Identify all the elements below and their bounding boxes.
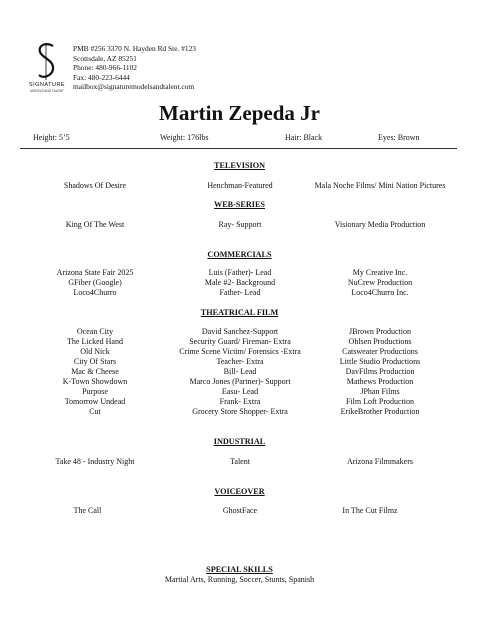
agency-contact	[73, 44, 196, 92]
credit-company: NuCrew Production	[347, 278, 413, 287]
contact-fax: Fax: 480-223-6444	[73, 72, 130, 82]
credit-company: Little Studio Productions	[339, 357, 421, 366]
signature-s-icon	[34, 42, 60, 82]
credit-company: In The Cut Filmz	[342, 506, 398, 515]
credit-role: David Sanchez-Support	[201, 327, 279, 336]
section-title-special-skills: SPECIAL SKILLS	[206, 565, 273, 574]
credit-project: Tomorrow Undead	[64, 397, 126, 406]
credit-project: King Of The West	[65, 220, 125, 229]
credit-company: Ohlsen Productions	[348, 337, 412, 346]
logo-subtitle: MODELS AND TALENT	[30, 89, 64, 93]
credit-company: DavFilms Production	[345, 367, 415, 376]
credit-project: K-Town Showdown	[62, 377, 128, 386]
section-title-voiceover: VOICEOVER	[214, 487, 265, 496]
credit-company: My Creative Inc.	[352, 268, 408, 277]
credit-project: The Licked Hand	[67, 337, 123, 346]
credit-project: Old Nick	[80, 347, 110, 356]
credit-company: JBrown Production	[349, 327, 411, 336]
credit-company: ErikeBrother Production	[340, 407, 420, 416]
credit-role: Easu- Lead	[221, 387, 259, 396]
credit-role: Henchman-Featured	[207, 181, 273, 190]
credit-role: Talent	[230, 457, 250, 466]
credit-role: GhostFace	[222, 506, 258, 515]
credit-project: City Of Stars	[73, 357, 117, 366]
credit-company: Arizona Filmmakers	[347, 457, 413, 466]
credit-company: Catsweater Productions	[342, 347, 418, 356]
credit-company: JPhan Films	[360, 387, 400, 396]
contact-email: mailbox@signaturemodelsandtalent.com	[73, 82, 195, 91]
actor-name: Martin Zepeda Jr	[159, 101, 320, 125]
credit-company: Loco4Churro Inc.	[351, 288, 409, 297]
stat-height: Height: 5’5	[33, 133, 70, 142]
credit-role: Male #2- Background	[204, 278, 276, 287]
credit-role: Crime Scene Victim/ Forensics -Extra	[179, 347, 301, 356]
credit-project: Shadows Of Desire	[63, 181, 127, 190]
section-title-webseries: WEB-SERIES	[214, 200, 265, 209]
section-title-commercials: COMMERCIALS	[207, 250, 272, 259]
stat-eyes: Eyes: Brown	[378, 133, 420, 142]
credit-project: Take 48 - Industry Night	[55, 457, 135, 466]
credit-company: Visionary Media Production	[334, 220, 426, 229]
credit-role: Father- Lead	[219, 288, 261, 297]
contact-phone: Phone: 480-966-1102	[73, 63, 137, 72]
credit-role: Marco Jones (Partner)- Support	[189, 377, 291, 386]
credit-role: Teacher- Extra	[216, 357, 264, 366]
contact-city: Scottsdale, AZ 85251	[73, 53, 137, 63]
credit-role: Ray- Support	[218, 220, 262, 229]
credit-project: Cut	[89, 407, 101, 416]
credit-project: Loco4Churro	[73, 288, 117, 297]
logo-wordmark: SIGNATURE	[28, 82, 66, 88]
stat-hair: Hair: Black	[285, 133, 323, 142]
section-title-industrial: INDUSTRIAL	[213, 437, 266, 446]
credit-project: Arizona State Fair 2025	[56, 268, 134, 277]
agency-logo	[26, 42, 68, 100]
credit-company: Film Loft Production	[346, 397, 414, 406]
credit-company: Mala Noche Films/ Mini Nation Pictures	[314, 181, 446, 190]
section-title-theatrical-film: THEATRICAL FILM	[200, 308, 279, 317]
credit-role: Security Guard/ Fireman- Extra	[189, 337, 291, 346]
section-title-television: TELEVISION	[214, 161, 265, 170]
contact-address: PMB #256 3370 N. Hayden Rd Ste. #123	[73, 44, 196, 53]
stat-weight: Weight: 176lbs	[160, 133, 209, 142]
credit-project: The Call	[73, 506, 102, 515]
special-skills-list: Martial Arts, Running, Soccer, Stunts, Spanish	[164, 575, 315, 584]
credit-role: Luis (Father)- Lead	[208, 268, 272, 277]
credit-role: Bill- Lead	[223, 367, 257, 376]
credit-role: Frank- Extra	[219, 397, 261, 406]
credit-company: Mathews Production	[346, 377, 414, 386]
credit-project: Purpose	[82, 387, 108, 396]
credit-role: Grocery Store Shopper- Extra	[192, 407, 288, 416]
header-divider	[20, 148, 457, 149]
credit-project: GFiber (Google)	[68, 278, 122, 287]
credit-project: Mac & Cheese	[71, 367, 119, 376]
credit-project: Ocean City	[76, 327, 114, 336]
